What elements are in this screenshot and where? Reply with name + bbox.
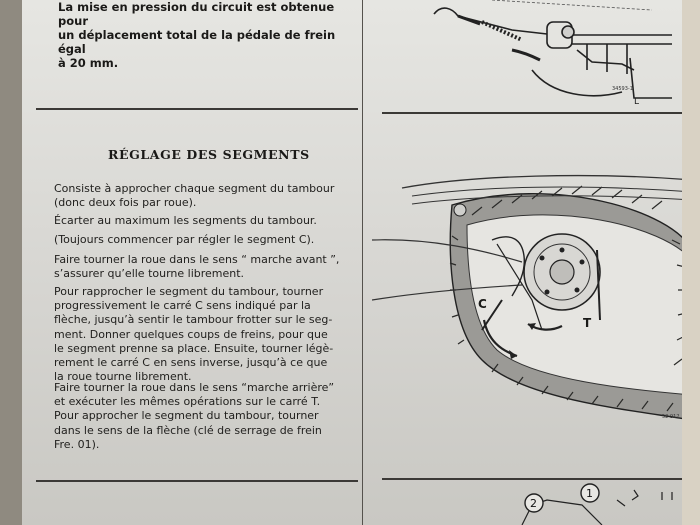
label-c: C bbox=[478, 297, 487, 311]
para4-line-2: s’assurer qu’elle tourne librement. bbox=[54, 267, 245, 281]
figure-top-linkage bbox=[434, 0, 672, 98]
paragraph-2 bbox=[54, 214, 364, 228]
para5-line-4: ment. Donner quelques coups de freins, pour que bbox=[54, 327, 328, 341]
figure-rule-bottom bbox=[382, 478, 682, 480]
paragraph-4 bbox=[54, 253, 364, 281]
figure-top-label: L bbox=[634, 97, 640, 107]
text-column bbox=[30, 0, 360, 525]
top-line-3: à 20 mm. bbox=[58, 56, 119, 70]
para1-line-2: (donc deux fois par roue). bbox=[54, 196, 197, 210]
figure-rule-top bbox=[382, 112, 682, 114]
page-edge bbox=[682, 0, 700, 525]
top-paragraph bbox=[58, 0, 358, 70]
para5-line-1: Pour rapprocher le segment du tambour, tourner bbox=[54, 285, 324, 298]
para2-line-1: Écarter au maximum les segments du tambour. bbox=[54, 214, 317, 227]
para5-line-5: le segment prenne sa place. Ensuite, tourner légè- bbox=[54, 341, 334, 355]
section-heading: RÉGLAGE DES SEGMENTS bbox=[108, 147, 310, 162]
paragraph-5 bbox=[54, 285, 364, 384]
para5-line-3: flèche, jusqu’à sentir le tambour frotter sur le seg- bbox=[54, 313, 333, 327]
paragraph-6 bbox=[54, 381, 364, 452]
callout-2-text: 2 bbox=[530, 497, 537, 510]
figure-main-ref: 52 912 bbox=[662, 414, 680, 420]
paragraph-1 bbox=[54, 182, 364, 210]
para6-line-5: Fre. 01). bbox=[54, 437, 100, 451]
top-line-1: La mise en pression du circuit est obtenue pour bbox=[58, 0, 335, 28]
para6-line-4: dans le sens de la flèche (clé de serrage de frein bbox=[54, 423, 322, 437]
figures-svg bbox=[372, 0, 682, 525]
para5-line-6: rement le carré C en sens inverse, jusqu’à ce que bbox=[54, 356, 328, 370]
para5-line-7: la roue tourne librement. bbox=[54, 370, 192, 384]
para5-line-2: progressivement le carré C sens indiqué par la bbox=[54, 299, 311, 313]
manual-page bbox=[22, 0, 682, 525]
callout-1-text: 1 bbox=[586, 487, 593, 500]
figure-main-wheel bbox=[372, 176, 682, 420]
para4-line-1: Faire tourner la roue dans le sens “ marche avant ”, bbox=[54, 253, 340, 266]
para1-line-1: Consiste à approcher chaque segment du tambour bbox=[54, 182, 335, 195]
paragraph-3 bbox=[54, 233, 364, 247]
figure-top-ref: 34593-1 bbox=[612, 86, 633, 92]
section-rule-bottom bbox=[36, 480, 358, 482]
para6-line-1: Faire tourner la roue dans le sens “marche arrière” bbox=[54, 381, 335, 394]
section-rule-top bbox=[36, 108, 358, 110]
para6-line-2: et exécuter les mêmes opérations sur le carré T. bbox=[54, 395, 321, 409]
figure-column bbox=[372, 0, 682, 525]
column-divider bbox=[362, 0, 363, 525]
para3-line-1: (Toujours commencer par régler le segment C). bbox=[54, 233, 315, 246]
para6-line-3: Pour approcher le segment du tambour, tourner bbox=[54, 409, 319, 423]
top-line-2: un déplacement total de la pédale de frein égal bbox=[58, 28, 336, 56]
label-t: T bbox=[583, 316, 592, 330]
